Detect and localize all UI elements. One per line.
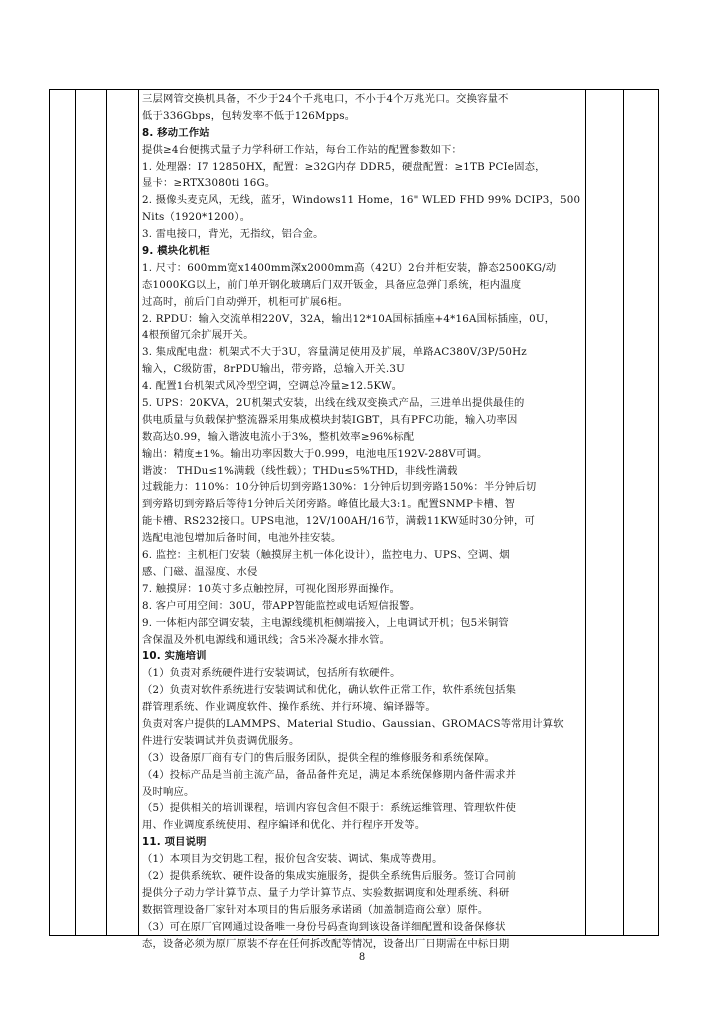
- text-line: （4）投标产品是当前主流产品，备品备件充足，满足本系统保修期内备件需求并: [142, 768, 517, 781]
- text-line: 4根预留冗余扩展开关。: [142, 329, 254, 342]
- text-line: 3. 雷电接口，背光，无指纹，铝合金。: [142, 228, 324, 241]
- text-line: 过高时，前后门自动弹开，机柜可扩展6柜。: [142, 295, 349, 308]
- column-divider: [75, 90, 76, 935]
- text-line: 态1000KG以上，前门单开钢化玻璃后门双开钣金，具备应急弹门系统，柜内温度: [142, 278, 522, 291]
- text-line: 提供分子动力学计算节点、量子力学计算节点、实验数据调度和处理系统、科研: [142, 886, 510, 899]
- text-line: （1）负责对系统硬件进行安装调试，包括所有软硬件。: [142, 667, 401, 680]
- section-heading: 10. 实施培训: [142, 650, 207, 663]
- text-line: 群管理系统、作业调度软件、操作系统、并行环境、编译器等。: [142, 701, 436, 714]
- text-line: 2. 摄像头麦克风，无线，蓝牙，Windows11 Home，16" WLED FHD 99% DCIP3，500: [142, 194, 581, 207]
- text-line: 输入，C级防雷，8rPDU输出，带旁路，总输入开关.3U: [142, 363, 405, 376]
- text-line: 件进行安装调试并负责调优服务。: [142, 734, 300, 747]
- text-line: 输出：精度±1%。输出功率因数大于0.999，电池电压192V-288V可调。: [142, 447, 488, 460]
- text-line: 及时响应。: [142, 785, 195, 798]
- text-line: 显卡：≥RTX3080ti 16G。: [142, 177, 276, 190]
- text-line: 6. 监控：主机柜门安装（触摸屏主机一体化设计），监控电力、UPS、空调、烟: [142, 549, 510, 562]
- text-line: （5）提供相关的培训课程，培训内容包含但不限于：系统运维管理、管理软件使: [142, 802, 517, 815]
- column-divider: [106, 90, 107, 935]
- text-line: （3）可在原厂官网通过设备唯一身份号码查询到该设备详细配置和设备保修状: [142, 920, 506, 933]
- text-line: 低于336Gbps，包转发率不低于126Mpps。: [142, 109, 356, 122]
- text-line: 态，设备必须为原厂原装不存在任何拆改配等情况，设备出厂日期需在中标日期: [142, 937, 510, 950]
- text-line: 到旁路切到旁路后等待1分钟后关闭旁路。峰值比最大3:1。配置SNMP卡槽、智: [142, 498, 516, 511]
- text-line: 3. 集成配电盘：机架式不大于3U，容量满足使用及扩展，单路AC380V/3P/50Hz: [142, 346, 527, 359]
- text-line: 提供≥4台便携式量子力学科研工作站，每台工作站的配置参数如下：: [142, 143, 462, 156]
- text-line: 8. 客户可用空间：30U，带APP智能监控或电话短信报警。: [142, 599, 421, 612]
- text-line: 感、门磁、温湿度、水侵: [142, 565, 258, 578]
- section-heading: 8. 移动工作站: [142, 126, 210, 139]
- text-line: 谐波： THDu≤1%满载（线性载）；THDu≤5%THD，非线性满载: [142, 464, 458, 477]
- spec-table: [49, 89, 659, 950]
- text-line: 数据管理设备厂家针对本项目的售后服务承诺函（加盖制造商公章）原件。: [142, 903, 489, 916]
- spec-content-cell: [138, 91, 659, 950]
- text-line: （2）负责对软件系统进行安装调试和优化，确认软件正常工作，软件系统包括集: [142, 684, 517, 697]
- text-line: 5. UPS：20KVA，2U机架式安装，出线在线双变换式产品，三进单出提供最佳的: [142, 397, 525, 410]
- text-line: 7. 触摸屏：10英寸多点触控屏，可视化图形界面操作。: [142, 582, 401, 595]
- text-line: （3）设备原厂商有专门的售后服务团队，提供全程的维修服务和系统保障。: [142, 751, 496, 764]
- text-line: 含保温及外机电源线和通讯线；含5米冷凝水排水管。: [142, 633, 391, 646]
- text-line: 负责对客户提供的LAMMPS、Material Studio、Gaussian、GROMACS等常用计算软: [142, 717, 564, 730]
- text-line: 能卡槽、RS232接口。UPS电池，12V/100AH/16节，满载11KW延时30分钟，可: [142, 515, 536, 528]
- text-line: 2. RPDU：输入交流单相220V，32A，输出12*10A国标插座+4*16A国标插座，0U，: [142, 312, 556, 325]
- section-heading: 9. 模块化机柜: [142, 245, 210, 258]
- text-line: 4. 配置1台机架式风冷型空调，空调总冷量≥12.5KW。: [142, 380, 403, 393]
- section-heading: 11. 项目说明: [142, 836, 207, 849]
- text-line: 过载能力：110%：10分钟后切到旁路130%：1分钟后切到旁路150%：半分钟后切: [142, 481, 537, 494]
- text-line: 选配电池包增加后备时间，电池外挂安装。: [142, 532, 342, 545]
- text-line: （2）提供系统软、硬件设备的集成实施服务，提供全系统售后服务。签订合同前: [142, 869, 517, 882]
- text-line: 数高达0.99，输入谐波电流小于3%，整机效率≥96%标配: [142, 430, 415, 443]
- text-line: 1. 尺寸：600mm宽x1400mm深x2000mm高（42U）2台并柜安装，静态2500KG/动: [142, 261, 557, 274]
- text-line: 9. 一体柜内部空调安装，主电源线缆机柜侧端接入，上电调试开机；包5米铜管: [142, 616, 509, 629]
- text-line: 供电质量与负载保护整流器采用集成模块封装IGBT，具有PFC功能，输入功率因: [142, 413, 518, 426]
- text-line: Nits（1920*1200）。: [142, 211, 251, 224]
- text-line: 1. 处理器：I7 12850HX，配置：≥32G内存 DDR5，硬盘配置：≥1TB PCIe固态，: [142, 160, 546, 173]
- text-line: （1）本项目为交钥匙工程，报价包含安装、调试、集成等费用。: [142, 853, 443, 866]
- page-number: 8: [358, 952, 366, 963]
- text-line: 用、作业调度系统使用、程序编译和优化、并行程序开发等。: [142, 819, 426, 832]
- text-line: 三层网管交换机具备，不少于24个千兆电口，不小于4个万兆光口。交换容量不: [142, 93, 509, 105]
